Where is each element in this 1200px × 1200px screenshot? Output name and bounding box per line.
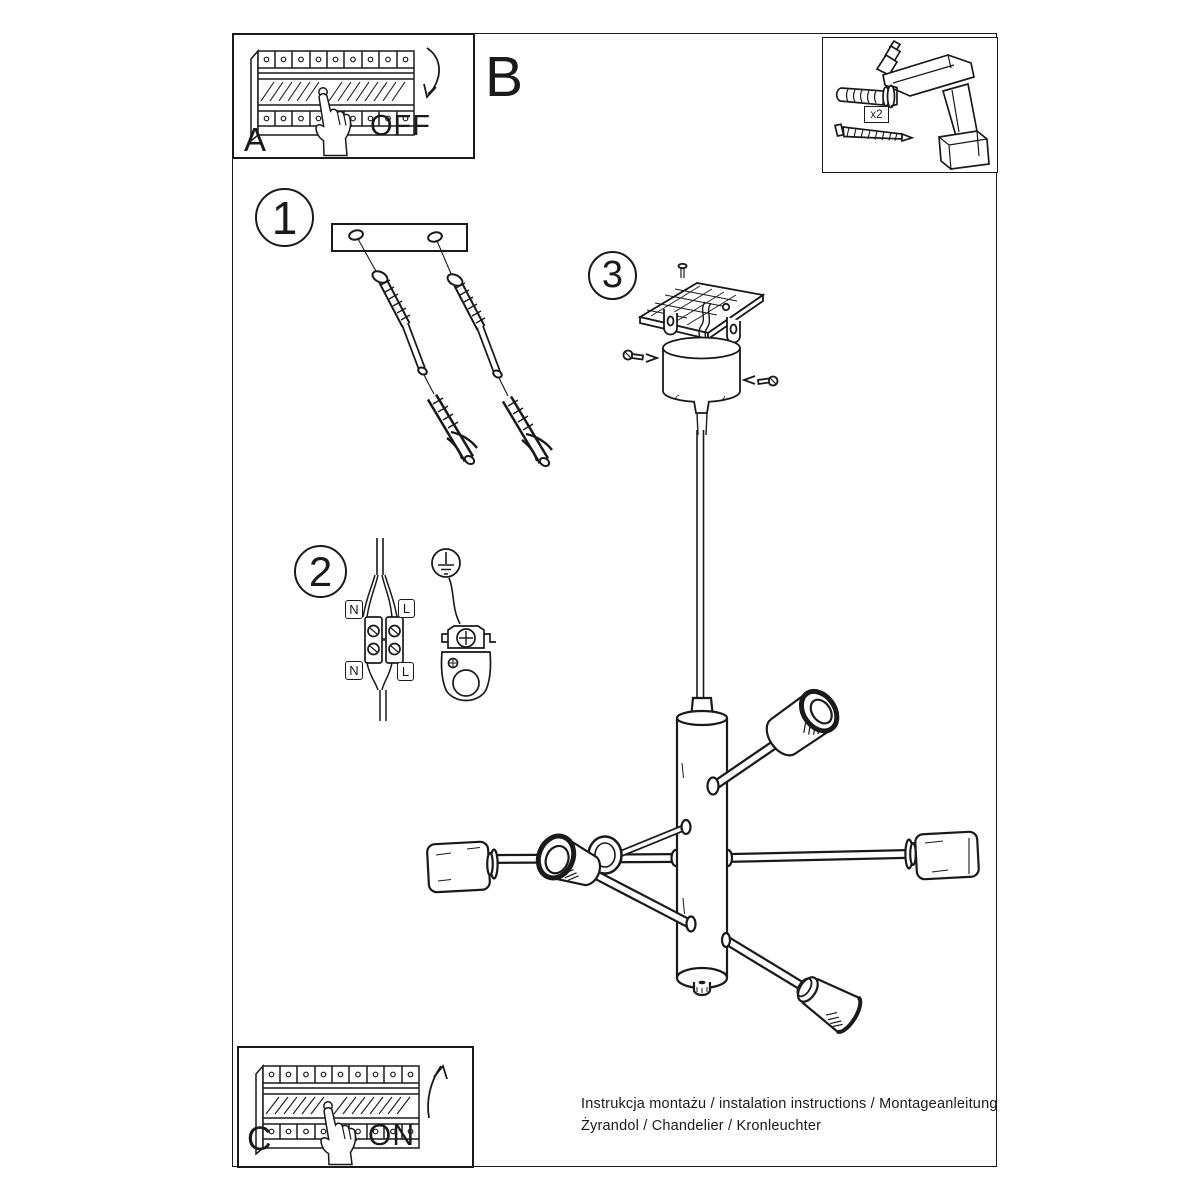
screw-1 <box>371 269 428 376</box>
arrow-down-icon <box>424 48 439 97</box>
side-screw-left <box>624 351 658 363</box>
step-2-number: 2 <box>308 547 333 595</box>
step-2-badge <box>294 545 347 598</box>
anchor-quantity-badge: x2 <box>864 106 889 123</box>
off-label: OFF <box>370 110 431 142</box>
step-1-number: 1 <box>271 191 298 244</box>
canopy <box>663 338 740 436</box>
lower-right-socket <box>789 968 865 1036</box>
breaker-panel-on-drawing <box>239 1048 472 1166</box>
step-3-number: 3 <box>601 254 624 296</box>
screw-2 <box>446 272 503 379</box>
right-arm <box>724 850 906 866</box>
arrow-up-icon <box>428 1066 447 1118</box>
step-1-badge <box>255 188 314 247</box>
power-on-panel-box <box>237 1046 474 1168</box>
suspension-rod <box>691 430 713 718</box>
section-a-label: A <box>244 121 267 158</box>
power-off-panel-box <box>232 33 475 159</box>
tools-drawing <box>823 38 997 172</box>
ceiling-plate <box>640 264 763 339</box>
section-b-label: B <box>485 45 524 109</box>
tools-box <box>822 37 998 173</box>
footer-line-2: Żyrandol / Chandelier / Kronleuchter <box>581 1118 822 1134</box>
breaker-panel-off-drawing <box>234 35 473 157</box>
terminal-label-n-bottom: N <box>345 661 363 680</box>
screw-icon <box>835 124 912 141</box>
side-screw-right <box>744 376 778 386</box>
terminal-label-l-top: L <box>398 599 415 618</box>
terminal-label-l-bottom: L <box>397 662 414 681</box>
alignment-lines <box>358 239 508 396</box>
wall-plug-icon <box>837 86 897 108</box>
chandelier-drawing <box>420 430 1000 1100</box>
footer-line-1: Instrukcja montażu / instalation instructions / Montageanleitung <box>581 1096 998 1112</box>
right-socket <box>905 831 979 879</box>
terminal-label-n-top: N <box>345 600 363 619</box>
terminal-block <box>365 617 403 663</box>
section-c-label: C <box>247 1120 272 1158</box>
cylinder-body <box>677 711 727 978</box>
step-3-badge <box>588 251 637 300</box>
on-label: ON <box>368 1119 415 1152</box>
cylinder-bottom-cap <box>677 968 727 995</box>
left-socket <box>427 841 498 892</box>
lower-right-arm <box>722 933 805 988</box>
